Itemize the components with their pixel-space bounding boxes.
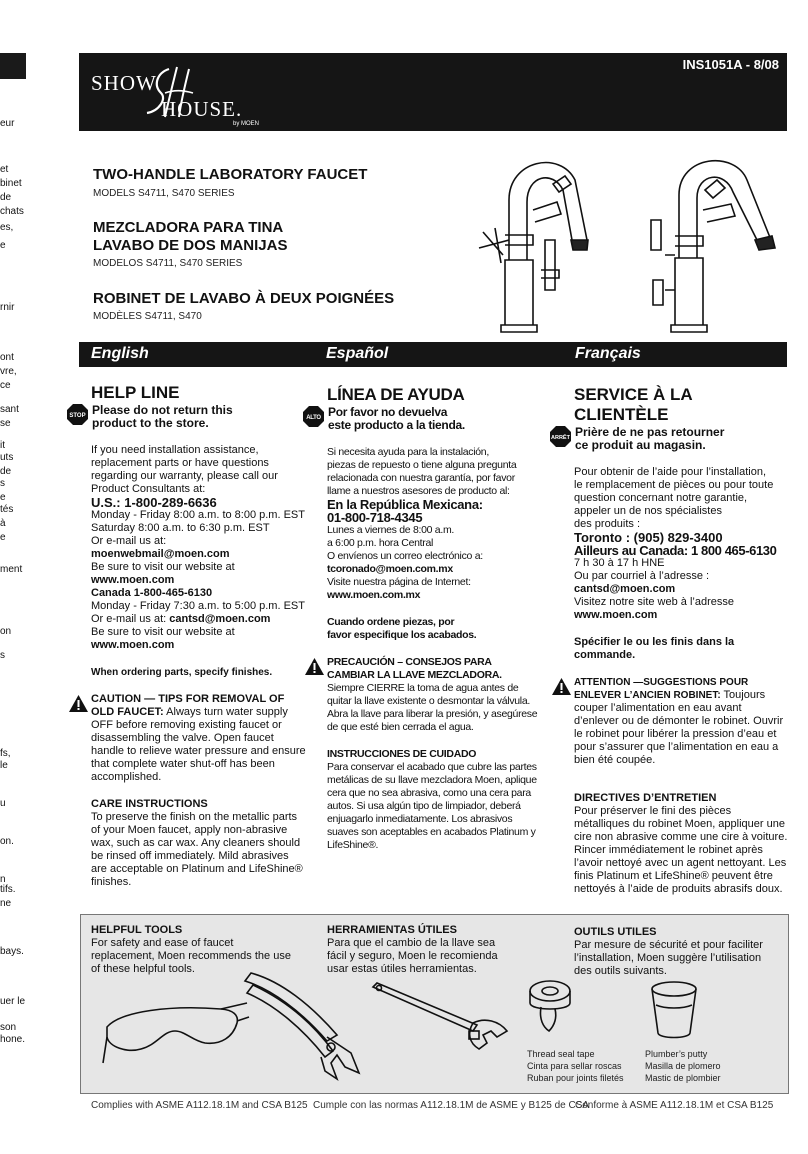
left-fragment-text: de (0, 466, 12, 477)
left-fragment-text: es, (0, 222, 14, 233)
left-fragment-text: on (0, 626, 12, 637)
left-fragment-text: n (0, 874, 6, 885)
hours1-en: Monday - Friday 8:00 a.m. to 8:00 p.m. EST (91, 509, 305, 521)
stop-line2-en: product to the store. (92, 416, 209, 430)
email-intro-es: O envíenos un correo electrónico a: (327, 550, 483, 562)
caution-heading1-en: CAUTION — TIPS FOR REMOVAL OF (91, 693, 285, 705)
french-column (551, 385, 789, 896)
left-fragment-text: uer le (0, 996, 26, 1007)
mx-phone: 01-800-718-4345 (327, 510, 423, 525)
left-fragment-text: sant (0, 404, 19, 415)
left-fragment-text: rnir (0, 302, 15, 313)
left-fragment-text: binet (0, 178, 22, 189)
title-spanish-1: MEZCLADORA PARA TINA (93, 219, 284, 236)
caution-heading2-en: OLD FAUCET: (91, 706, 164, 718)
caution-heading1-es: PRECAUCIÓN – CONSEJOS PARA (327, 656, 492, 668)
brand-by-moen: by MOEN (233, 121, 260, 127)
caution-en (69, 693, 316, 719)
caution-heading1-fr: ATTENTION —SUGGESTIONS POUR (574, 677, 749, 688)
wrench-icon (369, 981, 519, 1056)
left-fragment-text: à (0, 518, 6, 529)
left-fragment-text: u (0, 798, 6, 809)
email-intro-fr: Ou par courriel à l’adresse : (574, 570, 710, 582)
left-fragment-text: e (0, 492, 6, 503)
web-es[interactable]: www.moen.com.mx (327, 589, 421, 601)
title-french: ROBINET DE LAVABO À DEUX POIGNÉES (93, 290, 395, 307)
tape-label-en: Thread seal tape (527, 1049, 595, 1059)
intro1-en: If you need installation assistance, (91, 444, 259, 456)
tape-label-es: Cinta para sellar roscas (527, 1061, 622, 1071)
putty-label-es: Masilla de plomero (645, 1061, 721, 1071)
email-intro-en: Or e-mail us at: (91, 535, 167, 547)
left-fragment-text: son (0, 1022, 17, 1033)
care-text-es: Para conservar el acabado que cubre las partes metálicas de su llave mezcladora Moen, aplique cera que no sea abrasiva, como una cera para autos. Si usa algún tipo de limpiador, deberá enjuagarlo inmediatamente. Los abrasivos suaves son aceptables en acabados Platinum y LifeShine®. (327, 761, 537, 851)
finish-note-en: When ordering parts, specify finishes. (91, 667, 273, 678)
stop-line1-es: Por favor no devuelva (328, 405, 448, 419)
caution-fr (552, 676, 789, 702)
email-fr[interactable]: cantsd@moen.com (574, 583, 676, 595)
help-heading-en: HELP LINE (91, 383, 180, 402)
document-number: INS1051A - 8/08 (682, 57, 779, 72)
stop-notice-en (67, 404, 316, 430)
left-fragment-text: s (0, 650, 5, 661)
left-page-edge-bar (0, 53, 26, 79)
tools-text-es: Para que el cambio de la llave sea fácil y seguro, Moen le recomienda usar estas útiles herramientas. (327, 937, 498, 975)
finish-note2-fr: commande. (574, 649, 636, 661)
toronto-phone: Toronto : (905) 829-3400 (574, 530, 723, 545)
visit-es: Visite nuestra página de Internet: (327, 576, 471, 588)
care-heading-es: INSTRUCCIONES DE CUIDADO (327, 748, 477, 760)
left-fragment-text: tés (0, 504, 14, 515)
left-fragment-text: fs, (0, 748, 11, 759)
left-fragment-text: s (0, 478, 5, 489)
hours-fr: 7 h 30 à 17 h HNE (574, 557, 665, 569)
intro2-fr: le remplacement de pièces ou pour toute (574, 479, 774, 491)
care-text-fr: Pour préserver le fini des pièces métalliques du robinet Moen, appliquer une cire non abrasive comme une cire à voiture. Rincer immédiatement le robinet après l’avoir nettoyé avec un agent nettoyant. Les finis Platinum et LifeShine® peuvent être nettoyés à l’aide de produits abrasifs doux. (574, 805, 788, 895)
intro3-es: relacionada con nuestra garantía, por favor (327, 472, 515, 484)
caution-es (305, 656, 552, 682)
care-text-en: To preserve the finish on the metallic parts of your Moen faucet, apply non-abrasive wax, such as car wax. Any cleaners should be rinsed off immediately. Mild abrasives are acceptable on Platinum and LifeShine® finishes. (91, 811, 303, 888)
left-fragment-text: chats (0, 206, 24, 217)
tools-text-en: For safety and ease of faucet replacement, Moen recommends the use of these helpful tools. (91, 937, 291, 975)
tools-en (91, 924, 291, 976)
canada-email-en[interactable]: cantsd@moen.com (169, 613, 271, 625)
email-es[interactable]: tcoronado@moen.com.mx (327, 563, 453, 575)
footer-en: Complies with ASME A112.18.1M and CSA B125 (91, 1100, 308, 1111)
left-fragment-text: e (0, 240, 6, 251)
visit2-en: Be sure to visit our website at (91, 626, 235, 638)
visit-en: Be sure to visit our website at (91, 561, 235, 573)
left-fragment-text: bays. (0, 946, 24, 957)
lang-english: English (91, 345, 149, 362)
web-en[interactable]: www.moen.com (91, 574, 175, 586)
brand-house: HOUSE. (161, 97, 243, 121)
tools-fr (574, 926, 779, 978)
email-en[interactable]: moenwebmail@moen.com (91, 548, 230, 560)
intro3-en: regarding our warranty, please call our (91, 470, 278, 482)
faucet-illustration (475, 140, 795, 335)
intro2-en: replacement parts or have questions (91, 457, 269, 469)
hours1-es: Lunes a viernes de 8:00 a.m. (327, 524, 455, 536)
tape-labels (527, 1048, 624, 1084)
stop-line2-es: este producto a la tienda. (328, 418, 465, 432)
left-fragment-text: eur (0, 118, 15, 129)
models-spanish: MODELOS S4711, S470 SERIES (93, 258, 243, 269)
stop-line2-fr: ce produit au magasin. (575, 438, 706, 452)
left-fragment-text: uts (0, 452, 14, 463)
stop-sign-icon (67, 404, 88, 425)
stop-sign-icon (550, 426, 571, 447)
models-english: MODELS S4711, S470 SERIES (93, 188, 235, 199)
lang-french: Français (575, 345, 641, 362)
putty-label-fr: Mastic de plombier (645, 1073, 721, 1083)
warning-triangle-icon (69, 695, 88, 712)
intro2-es: piezas de repuesto o tiene alguna pregunta (327, 459, 517, 471)
left-fragment-text: vre, (0, 366, 17, 377)
spanish-column (306, 385, 552, 852)
intro5-fr: des produits : (574, 518, 641, 530)
caution-text-en: OFF before removing existing faucet or disassembling the valve. Open faucet handle to relieve water pressure and ensure that complete water shut-off has been accomplished. (91, 719, 306, 783)
tools-es (327, 924, 507, 976)
canada-phone-fr: Ailleurs au Canada: 1 800 465-6130 (574, 543, 777, 558)
warning-triangle-icon (305, 658, 324, 675)
hours2-es: a 6:00 p.m. hora Central (327, 537, 434, 549)
helpful-tools-box (80, 914, 789, 1094)
putty-labels (645, 1048, 721, 1084)
pliers-icon (241, 971, 371, 1086)
caution-text-a-fr: Toujours (720, 689, 766, 701)
left-fragment-text: it (0, 440, 5, 451)
web-fr[interactable]: www.moen.com (574, 609, 658, 621)
title-english: TWO-HANDLE LABORATORY FAUCET (93, 166, 368, 183)
intro1-fr: Pour obtenir de l’aide pour l’installation, (574, 466, 767, 478)
canada-email-line-en (91, 613, 316, 626)
brand-show: SHOW (91, 71, 157, 95)
warning-triangle-icon (552, 678, 571, 695)
left-fragment-text: ce (0, 380, 11, 391)
help-heading-fr: SERVICE À LA CLIENTÈLE (574, 385, 693, 424)
models-french: MODÈLES S4711, S470 (93, 311, 202, 322)
canada-hours-en: Monday - Friday 7:30 a.m. to 5:00 p.m. EST (91, 600, 305, 612)
finish-note2-es: favor especifique los acabados. (327, 629, 477, 641)
intro1-es: Si necesita ayuda para la instalación, (327, 446, 489, 458)
svg-text:STOP: STOP (69, 413, 86, 419)
help-heading-es: LÍNEA DE AYUDA (327, 385, 465, 404)
tape-roll-icon (525, 975, 575, 1045)
finish-note1-fr: Spécifier le ou les finis dans la (574, 636, 735, 648)
left-fragment-text: de (0, 192, 12, 203)
english-column (69, 383, 316, 889)
stop-line1-fr: Prière de ne pas retourner (575, 425, 725, 439)
title-spanish-2: LAVABO DE DOS MANIJAS (93, 237, 288, 254)
safety-glasses-icon (101, 997, 251, 1075)
tools-heading-fr: OUTILS UTILES (574, 926, 657, 938)
care-heading-en: CARE INSTRUCTIONS (91, 798, 208, 810)
left-fragment-text: et (0, 164, 9, 175)
footer-fr: Conforme à ASME A112.18.1M et CSA B125 (575, 1100, 774, 1111)
us-phone: U.S.: 1-800-289-6636 (91, 495, 217, 510)
svg-text:ARRÊT: ARRÊT (551, 435, 570, 441)
putty-label-en: Plumber’s putty (645, 1049, 708, 1059)
tools-heading-en: HELPFUL TOOLS (91, 924, 183, 936)
caution-heading2-fr: ENLEVER L’ANCIEN ROBINET: (574, 690, 721, 701)
left-fragment-text: ment (0, 564, 23, 575)
putty-cup-icon (647, 979, 701, 1039)
lang-spanish: Español (326, 345, 389, 362)
canada-phone-en: Canada 1-800-465-6130 (91, 587, 213, 599)
language-bar (79, 342, 787, 367)
stop-notice-fr (550, 426, 789, 452)
intro4-en: Product Consultants at: (91, 483, 206, 495)
stop-sign-icon (303, 406, 324, 427)
intro4-fr: appeler un de nos spécialistes (574, 505, 722, 517)
caution-text-a-en: Always turn water supply (163, 706, 288, 718)
left-fragment-text: on. (0, 836, 14, 847)
intro4-es: llame a nuestros asesores de producto al: (327, 485, 510, 497)
tools-text-fr: Par mesure de sécurité et pour faciliter l’installation, Moen suggère l’utilisation des outils suivants. (574, 939, 763, 977)
care-heading-fr: DIRECTIVES D’ENTRETIEN (574, 792, 717, 804)
web2-en[interactable]: www.moen.com (91, 639, 175, 651)
left-fragment-text: hone. (0, 1034, 26, 1045)
left-fragment-text: le (0, 760, 8, 771)
canada-email-intro-en: Or e-mail us at: (91, 613, 170, 625)
svg-text:ALTO: ALTO (306, 415, 321, 421)
finish-note1-es: Cuando ordene piezas, por (327, 616, 455, 628)
tools-heading-es: HERRAMIENTAS ÚTILES (327, 924, 457, 936)
left-fragment-text: se (0, 418, 11, 429)
header-bar (79, 53, 787, 131)
caution-heading2-es: CAMBIAR LA LLAVE MEZCLADORA. (327, 669, 502, 681)
mx-label: En la República Mexicana: (327, 497, 483, 512)
visit-fr: Visitez notre site web à l’adresse (574, 596, 734, 608)
left-fragment-text: ne (0, 898, 12, 909)
left-fragment-text: e (0, 532, 6, 543)
stop-notice-es (303, 406, 552, 432)
left-fragment-text: tifs. (0, 884, 16, 895)
caution-text-es: Siempre CIERRE la toma de agua antes de quitar la llave existente o desmontar la válvula. Abra la llave para liberar la presión, y asegúrese de que esté bien cerrada el agua. (327, 682, 538, 733)
footer-es: Cumple con las normas A112.18.1M de ASME y B125 de CSA (313, 1100, 590, 1111)
hours2-en: Saturday 8:00 a.m. to 6:30 p.m. EST (91, 522, 270, 534)
intro3-fr: question concernant notre garantie, (574, 492, 748, 504)
stop-line1-en: Please do not return this (92, 403, 233, 417)
tape-label-fr: Ruban pour joints filetés (527, 1073, 624, 1083)
caution-text-fr: couper l’alimentation en eau avant d’enlever ou de démonter le robinet. Ouvrir le robinet pour libérer la pression d’eau et pour s’assurer que l’alimentation en eau a bien été coupée. (574, 702, 784, 766)
left-fragment-text: ont (0, 352, 14, 363)
